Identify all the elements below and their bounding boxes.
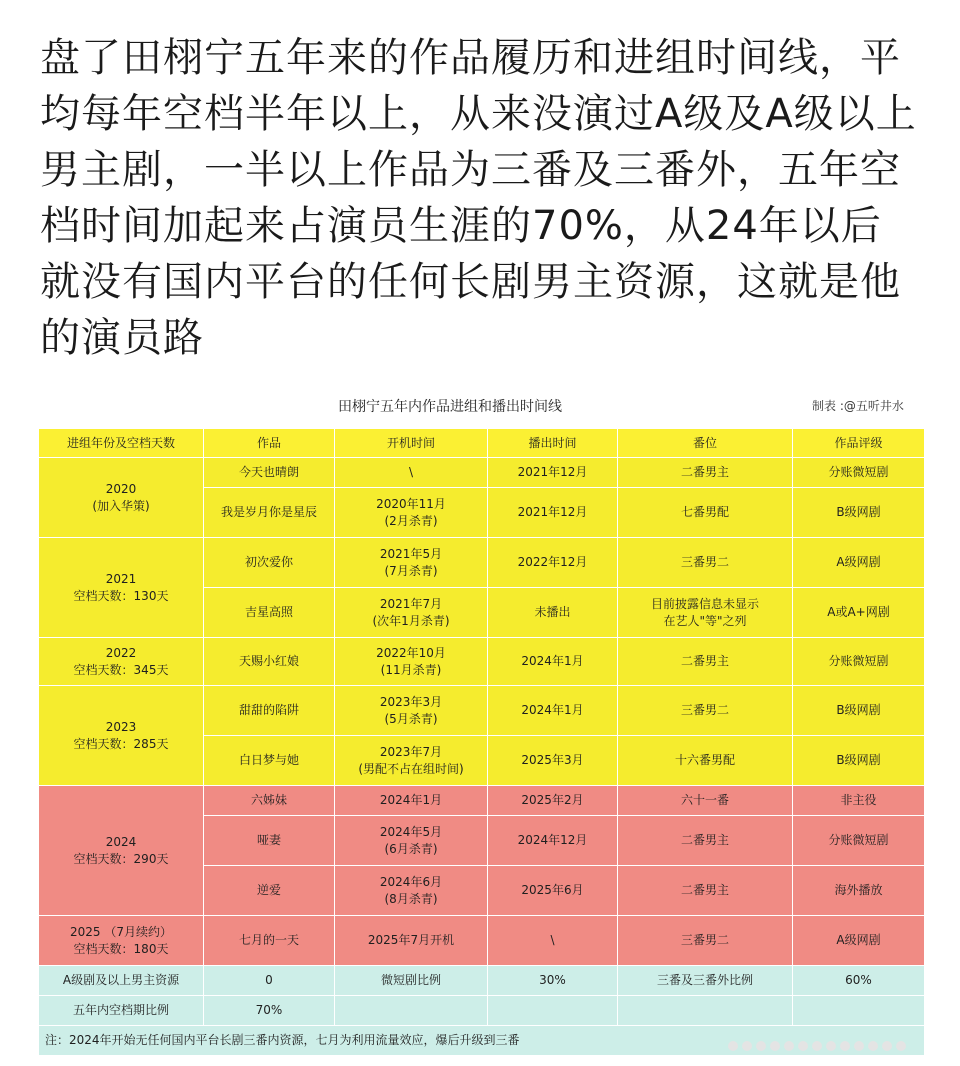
rating-cell: A级网剧 [793, 916, 925, 966]
header-air: 播出时间 [488, 429, 618, 458]
year-sub: 空档天数：180天 [73, 941, 169, 956]
rating-cell: 海外播放 [793, 866, 925, 916]
pager-dot[interactable] [812, 1041, 822, 1051]
year-cell [39, 916, 204, 966]
start-date: 2021年5月 [379, 546, 443, 561]
rating-cell: B级网剧 [793, 686, 925, 736]
rank-cell: 三番男二 [618, 916, 793, 966]
rating-cell: A级网剧 [793, 538, 925, 588]
air-cell: 2024年1月 [488, 686, 618, 736]
start-cell [335, 538, 488, 588]
rating-cell: 分账微短剧 [793, 638, 925, 686]
work-cell: 七月的一天 [204, 916, 335, 966]
table-title: 田栩宁五年内作品进组和播出时间线 [338, 399, 562, 415]
year-label: 2023 [105, 719, 137, 734]
start-sub: (8月杀青) [384, 891, 438, 906]
stats-row [39, 996, 925, 1026]
year-sub: 空档天数：130天 [73, 588, 169, 603]
stat-empty [618, 996, 793, 1026]
table-row [39, 458, 925, 488]
start-sub: (5月杀青) [384, 711, 438, 726]
table-maker-credit: 制表 :@五听井水 [812, 399, 904, 413]
start-date: 2020年11月 [376, 496, 446, 511]
start-date: 2024年5月 [379, 824, 443, 839]
rank-cell: 十六番男配 [618, 736, 793, 786]
pager-dot[interactable] [784, 1041, 794, 1051]
table-row [39, 638, 925, 686]
year-cell [39, 638, 204, 686]
rating-cell: 非主役 [793, 786, 925, 816]
air-cell: 2025年2月 [488, 786, 618, 816]
work-cell: 六姊妹 [204, 786, 335, 816]
table-header-row [39, 429, 925, 458]
rank-text: 目前披露信息未显示 [650, 596, 759, 611]
timeline-table [38, 428, 925, 1056]
work-cell: 哑妻 [204, 816, 335, 866]
headline-text: 盘了田栩宁五年来的作品履历和进组时间线，平均每年空档半年以上，从来没演过A级及A级以上男主剧，一半以上作品为三番及三番外，五年空档时间加起来占演员生涯的70%，从24年以后就没有国内平台的任何长剧男主资源，这就是他的演员路 [40, 35, 917, 361]
rank-cell [618, 588, 793, 638]
header-year: 进组年份及空档天数 [39, 429, 204, 458]
year-label: 2021 [105, 571, 137, 586]
start-date: 2021年7月 [379, 596, 443, 611]
air-cell: 2025年6月 [488, 866, 618, 916]
year-label: 2020 [105, 481, 137, 496]
pager-dot[interactable] [826, 1041, 836, 1051]
year-cell [39, 686, 204, 786]
start-sub: (次年1月杀青) [372, 613, 450, 628]
stat-third-label: 三番及三番外比例 [618, 966, 793, 996]
image-pager-dots[interactable] [728, 1036, 914, 1056]
rating-cell: B级网剧 [793, 488, 925, 538]
start-cell: 2024年1月 [335, 786, 488, 816]
rank-cell: 二番男主 [618, 816, 793, 866]
start-cell [335, 686, 488, 736]
rating-cell: B级网剧 [793, 736, 925, 786]
pager-dot[interactable] [756, 1041, 766, 1051]
air-cell: \ [488, 916, 618, 966]
rank-cell: 六十一番 [618, 786, 793, 816]
table-note: 注：2024年开始无任何国内平台长剧三番内资源，七月为利用流量效应，爆后升级到三番 [39, 1026, 925, 1056]
rank-cell: 七番男配 [618, 488, 793, 538]
start-sub: (7月杀青) [384, 563, 438, 578]
rating-cell: 分账微短剧 [793, 816, 925, 866]
year-cell [39, 458, 204, 538]
work-cell: 天赐小红娘 [204, 638, 335, 686]
year-label: 2025 （7月续约） [70, 924, 172, 939]
rank-cell: 二番男主 [618, 866, 793, 916]
air-cell: 2025年3月 [488, 736, 618, 786]
start-cell [335, 588, 488, 638]
year-cell [39, 786, 204, 916]
pager-dot[interactable] [798, 1041, 808, 1051]
stat-a-value: 0 [204, 966, 335, 996]
work-cell: 初次爱你 [204, 538, 335, 588]
rank-cell: 二番男主 [618, 458, 793, 488]
rank-cell: 三番男二 [618, 538, 793, 588]
rating-cell: A或A+网剧 [793, 588, 925, 638]
air-cell: 2024年1月 [488, 638, 618, 686]
table-row [39, 686, 925, 736]
start-sub: (2月杀青) [384, 513, 438, 528]
header-rating: 作品评级 [793, 429, 925, 458]
stat-gap-value: 70% [204, 996, 335, 1026]
year-label: 2024 [105, 834, 137, 849]
stat-empty [335, 996, 488, 1026]
pager-dot[interactable] [896, 1041, 906, 1051]
pager-dot[interactable] [868, 1041, 878, 1051]
stat-micro-label: 微短剧比例 [335, 966, 488, 996]
air-cell: 2021年12月 [488, 458, 618, 488]
year-sub: (加入华策) [92, 498, 150, 513]
air-cell: 2021年12月 [488, 488, 618, 538]
work-cell: 吉星高照 [204, 588, 335, 638]
start-date: 2023年3月 [379, 694, 443, 709]
start-date: 2023年7月 [379, 744, 443, 759]
rank-cell: 三番男二 [618, 686, 793, 736]
start-cell: \ [335, 458, 488, 488]
pager-dot[interactable] [840, 1041, 850, 1051]
table-row [39, 786, 925, 816]
start-date: 2022年10月 [376, 645, 446, 660]
rating-cell: 分账微短剧 [793, 458, 925, 488]
year-sub: 空档天数：285天 [73, 736, 169, 751]
year-cell [39, 538, 204, 638]
stats-row [39, 966, 925, 996]
stat-gap-label: 五年内空档期比例 [39, 996, 204, 1026]
start-cell [335, 638, 488, 686]
start-cell: 2025年7月开机 [335, 916, 488, 966]
rank-cell: 二番男主 [618, 638, 793, 686]
air-cell: 2024年12月 [488, 816, 618, 866]
pager-dot[interactable] [770, 1041, 780, 1051]
work-cell: 白日梦与她 [204, 736, 335, 786]
work-cell: 我是岁月你是星辰 [204, 488, 335, 538]
pager-dot[interactable] [854, 1041, 864, 1051]
year-sub: 空档天数：345天 [73, 662, 169, 677]
stat-micro-value: 30% [488, 966, 618, 996]
year-label: 2022 [105, 645, 137, 660]
stat-third-value: 60% [793, 966, 925, 996]
table-row [39, 538, 925, 588]
start-cell [335, 488, 488, 538]
stat-empty [793, 996, 925, 1026]
pager-dot[interactable] [742, 1041, 752, 1051]
pager-dot[interactable] [882, 1041, 892, 1051]
start-sub: (男配不占在组时间) [358, 761, 464, 776]
air-cell: 未播出 [488, 588, 618, 638]
work-cell: 逆爱 [204, 866, 335, 916]
air-cell: 2022年12月 [488, 538, 618, 588]
work-cell: 甜甜的陷阱 [204, 686, 335, 736]
start-sub: (11月杀青) [380, 662, 442, 677]
start-sub: (6月杀青) [384, 841, 438, 856]
start-cell [335, 866, 488, 916]
stat-a-label: A级剧及以上男主资源 [39, 966, 204, 996]
start-date: 2024年6月 [379, 874, 443, 889]
pager-dot[interactable] [728, 1041, 738, 1051]
start-cell [335, 816, 488, 866]
header-rank: 番位 [618, 429, 793, 458]
header-start: 开机时间 [335, 429, 488, 458]
table-row [39, 916, 925, 966]
stat-empty [488, 996, 618, 1026]
rank-sub: 在艺人"等"之列 [663, 613, 747, 628]
header-work: 作品 [204, 429, 335, 458]
start-cell [335, 736, 488, 786]
year-sub: 空档天数：290天 [73, 851, 169, 866]
work-cell: 今天也晴朗 [204, 458, 335, 488]
